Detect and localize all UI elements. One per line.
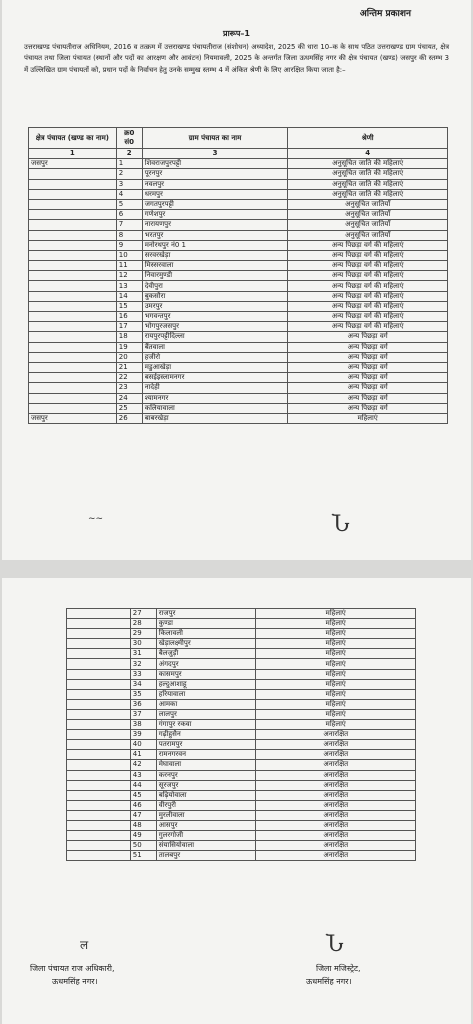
table-row xyxy=(67,679,416,689)
village-name-cell: बुकसौरा xyxy=(142,291,288,301)
table-row xyxy=(67,720,416,730)
table-row xyxy=(67,649,416,659)
block-cell xyxy=(29,220,117,230)
village-name-cell: निवारमुण्डी xyxy=(142,271,288,281)
village-name-cell: मेघावाला xyxy=(156,760,256,770)
village-name-cell: हरियावाला xyxy=(156,689,256,699)
table-row xyxy=(29,362,448,372)
category-cell: महिलाएं xyxy=(256,709,416,719)
reservation-table-part-1 xyxy=(28,127,448,424)
serial-cell: 31 xyxy=(130,649,156,659)
signature-mark-3: Ն xyxy=(326,932,344,957)
signatory-right xyxy=(306,962,361,988)
table-row xyxy=(67,669,416,679)
document-page-1 xyxy=(2,0,471,560)
signatory-right-place: ऊधमसिंह नगर। xyxy=(306,977,352,986)
category-cell: अन्य पिछड़ा वर्ग xyxy=(288,393,448,403)
category-cell: महिलाएं xyxy=(288,413,448,423)
block-cell: जसपुर xyxy=(29,413,117,423)
village-name-cell: लालपुर xyxy=(156,709,256,719)
category-cell: महिलाएं xyxy=(256,649,416,659)
table-row xyxy=(29,179,448,189)
block-cell xyxy=(29,210,117,220)
serial-cell: 51 xyxy=(130,851,156,861)
category-cell: अनारक्षित xyxy=(256,780,416,790)
serial-cell: 13 xyxy=(116,281,142,291)
village-name-cell: करनपुर xyxy=(156,770,256,780)
category-cell: अनारक्षित xyxy=(256,851,416,861)
block-cell xyxy=(29,230,117,240)
village-name-cell: देवीपुरा xyxy=(142,281,288,291)
category-cell: महिलाएं xyxy=(256,679,416,689)
category-cell: अनारक्षित xyxy=(256,831,416,841)
serial-cell: 35 xyxy=(130,689,156,699)
category-cell: अन्य पिछड़ा वर्ग xyxy=(288,342,448,352)
serial-cell: 41 xyxy=(130,750,156,760)
table-row xyxy=(67,699,416,709)
table-row xyxy=(29,393,448,403)
serial-cell: 15 xyxy=(116,301,142,311)
village-name-cell: खेड़ालक्ष्मीपुर xyxy=(156,639,256,649)
serial-cell: 37 xyxy=(130,709,156,719)
category-cell: अन्य पिछड़ा वर्ग की महिलाएं xyxy=(288,271,448,281)
category-cell: अनुसूचित जाति की महिलाएं xyxy=(288,159,448,169)
block-cell xyxy=(67,619,131,629)
block-cell xyxy=(29,189,117,199)
block-cell xyxy=(29,332,117,342)
column-header-serial: क्र0 सं0 xyxy=(116,128,142,149)
block-cell xyxy=(67,609,131,619)
table-row xyxy=(29,383,448,393)
block-cell xyxy=(67,750,131,760)
category-cell: अनुसूचित जाति की महिलाएं xyxy=(288,179,448,189)
serial-cell: 28 xyxy=(130,619,156,629)
category-cell: महिलाएं xyxy=(256,639,416,649)
serial-cell: 24 xyxy=(116,393,142,403)
category-cell: महिलाएं xyxy=(256,720,416,730)
signature-mark-2: ल xyxy=(80,938,89,952)
table-row xyxy=(67,619,416,629)
intro-paragraph: उत्तराखण्ड पंचायतीराज अधिनियम, 2016 व तत्क्रम में उत्तराखण्ड पंचायतीराज (संशोधन) अध्यादेश, 2025 की धारा 10–क के साथ पठित उत्तराखण्ड ग्राम पंचायत, क्षेत्र पंचायत तथा जिला पंचायत (स्थानों और पदों का आरक्षण और आवंटन) नियमावली, 2025 के अन्तर्गत जिला ऊधमसिंह नगर की क्षेत्र पंचायत (खण्ड) जसपुर की स्तम्भ 3 में उल्लिखित ग्राम पंचायतों को, प्रधान पदों के निर्वाचन हेतु उनके सम्मुख स्तम्भ 4 में अंकित श्रेणी के लिए आरक्षित किया जाता है:– xyxy=(24,43,450,74)
block-cell xyxy=(67,770,131,780)
village-name-cell: रामनगरवन xyxy=(156,750,256,760)
category-cell: अन्य पिछड़ा वर्ग की महिलाएं xyxy=(288,261,448,271)
village-name-cell: नादेही xyxy=(142,383,288,393)
serial-cell: 2 xyxy=(116,169,142,179)
category-cell: अनुसूचित जातियाँ xyxy=(288,220,448,230)
serial-cell: 3 xyxy=(116,179,142,189)
village-name-cell: बाबरखेड़ा xyxy=(142,413,288,423)
column-number-4: 4 xyxy=(288,149,448,159)
category-cell: महिलाएं xyxy=(256,699,416,709)
category-cell: महिलाएं xyxy=(256,689,416,699)
table-row xyxy=(29,301,448,311)
village-name-cell: जगतपुरपट्टी xyxy=(142,199,288,209)
serial-cell: 27 xyxy=(130,609,156,619)
village-name-cell: धरमपुर xyxy=(142,189,288,199)
table-row xyxy=(29,281,448,291)
table-row xyxy=(67,851,416,861)
column-header-block: क्षेत्र पंचायत (खण्ड का नाम) xyxy=(29,128,117,149)
category-cell: अन्य पिछड़ा वर्ग की महिलाएं xyxy=(288,301,448,311)
village-name-cell: गणेशपुर xyxy=(142,210,288,220)
category-cell: अनारक्षित xyxy=(256,750,416,760)
village-name-cell: बढ़ियोवाला xyxy=(156,790,256,800)
block-cell xyxy=(29,169,117,179)
table-row xyxy=(67,820,416,830)
category-cell: अनारक्षित xyxy=(256,841,416,851)
table-row xyxy=(29,403,448,413)
table-row xyxy=(67,629,416,639)
village-name-cell: बैलजुड़ी xyxy=(156,649,256,659)
block-cell xyxy=(29,373,117,383)
village-name-cell: कुण्डा xyxy=(156,619,256,629)
village-name-cell: कलियावाला xyxy=(142,403,288,413)
village-name-cell: रायपुरपट्टीदिल्ला xyxy=(142,332,288,342)
category-cell: अनारक्षित xyxy=(256,810,416,820)
block-cell xyxy=(67,689,131,699)
table-row xyxy=(29,352,448,362)
village-name-cell: किलावली xyxy=(156,629,256,639)
block-cell xyxy=(67,649,131,659)
block-cell xyxy=(67,780,131,790)
serial-cell: 43 xyxy=(130,770,156,780)
category-cell: अन्य पिछड़ा वर्ग xyxy=(288,383,448,393)
category-cell: अन्य पिछड़ा वर्ग की महिलाएं xyxy=(288,322,448,332)
table-row xyxy=(67,689,416,699)
serial-cell: 16 xyxy=(116,312,142,322)
table-row xyxy=(67,609,416,619)
village-name-cell: मडुआखेड़ा xyxy=(142,362,288,372)
village-name-cell: सरवरखेड़ा xyxy=(142,250,288,260)
table-row xyxy=(29,199,448,209)
category-cell: अनारक्षित xyxy=(256,760,416,770)
table-header-row xyxy=(29,128,448,149)
column-number-1: 1 xyxy=(29,149,117,159)
category-cell: अनारक्षित xyxy=(256,770,416,780)
table-row xyxy=(67,659,416,669)
serial-cell: 48 xyxy=(130,820,156,830)
category-cell: अनारक्षित xyxy=(256,800,416,810)
serial-cell: 23 xyxy=(116,383,142,393)
block-cell xyxy=(67,709,131,719)
category-cell: अनुसूचित जातियाँ xyxy=(288,199,448,209)
final-publication-stamp: अन्तिम प्रकाशन xyxy=(359,9,411,19)
category-cell: अन्य पिछड़ा वर्ग xyxy=(288,403,448,413)
village-name-cell: सूरजपुर xyxy=(156,780,256,790)
block-cell xyxy=(29,393,117,403)
table-row xyxy=(67,760,416,770)
category-cell: अनुसूचित जातियाँ xyxy=(288,230,448,240)
village-name-cell: उमरपुर xyxy=(142,301,288,311)
category-cell: अनुसूचित जाति की महिलाएं xyxy=(288,189,448,199)
village-name-cell: नवलपुर xyxy=(142,179,288,189)
serial-cell: 10 xyxy=(116,250,142,260)
block-cell xyxy=(67,740,131,750)
table-row xyxy=(67,780,416,790)
block-cell xyxy=(67,629,131,639)
block-cell xyxy=(67,800,131,810)
category-cell: अन्य पिछड़ा वर्ग xyxy=(288,352,448,362)
serial-cell: 9 xyxy=(116,240,142,250)
serial-cell: 22 xyxy=(116,373,142,383)
serial-cell: 50 xyxy=(130,841,156,851)
category-cell: महिलाएं xyxy=(256,659,416,669)
serial-cell: 21 xyxy=(116,362,142,372)
village-name-cell: मिस्सरवाला xyxy=(142,261,288,271)
category-cell: महिलाएं xyxy=(256,609,416,619)
category-cell: अनारक्षित xyxy=(256,820,416,830)
serial-cell: 36 xyxy=(130,699,156,709)
village-name-cell: वीरपुरी xyxy=(156,800,256,810)
serial-cell: 32 xyxy=(130,659,156,669)
serial-cell: 14 xyxy=(116,291,142,301)
category-cell: अन्य पिछड़ा वर्ग की महिलाएं xyxy=(288,312,448,322)
block-cell xyxy=(29,240,117,250)
block-cell xyxy=(67,820,131,830)
serial-cell: 44 xyxy=(130,780,156,790)
serial-cell: 29 xyxy=(130,629,156,639)
block-cell xyxy=(67,841,131,851)
block-cell xyxy=(67,790,131,800)
form-title: प्रारूप–1 xyxy=(223,29,250,38)
village-name-cell: शिवराजपुरपट्टी xyxy=(142,159,288,169)
block-cell xyxy=(67,720,131,730)
signatory-left xyxy=(30,962,115,988)
column-number-2: 2 xyxy=(116,149,142,159)
block-cell xyxy=(67,669,131,679)
serial-cell: 47 xyxy=(130,810,156,820)
category-cell: अनारक्षित xyxy=(256,790,416,800)
serial-cell: 4 xyxy=(116,189,142,199)
column-number-3: 3 xyxy=(142,149,288,159)
serial-cell: 39 xyxy=(130,730,156,740)
category-cell: अन्य पिछड़ा वर्ग xyxy=(288,362,448,372)
village-name-cell: आमका xyxy=(156,699,256,709)
table-row xyxy=(67,639,416,649)
block-cell xyxy=(67,699,131,709)
serial-cell: 33 xyxy=(130,669,156,679)
village-name-cell: संयासियोवाला xyxy=(156,841,256,851)
block-cell xyxy=(29,301,117,311)
column-header-village: ग्राम पंचायत का नाम xyxy=(142,128,288,149)
table-row xyxy=(67,740,416,750)
table-row xyxy=(67,770,416,780)
block-cell: जसपुर xyxy=(29,159,117,169)
block-cell xyxy=(29,281,117,291)
block-cell xyxy=(29,312,117,322)
village-name-cell: पूरनपुर xyxy=(142,169,288,179)
block-cell xyxy=(29,352,117,362)
block-cell xyxy=(29,362,117,372)
initials-mark: ~~ xyxy=(88,514,104,524)
category-cell: अनारक्षित xyxy=(256,740,416,750)
serial-cell: 11 xyxy=(116,261,142,271)
table-row xyxy=(29,230,448,240)
village-name-cell: भरतपुर xyxy=(142,230,288,240)
village-name-cell: पतरामपुर xyxy=(156,740,256,750)
table-row xyxy=(67,841,416,851)
category-cell: अनुसूचित जातियाँ xyxy=(288,210,448,220)
table-row xyxy=(29,220,448,230)
serial-cell: 20 xyxy=(116,352,142,362)
table-row xyxy=(29,271,448,281)
village-name-cell: आसपुर xyxy=(156,820,256,830)
block-cell xyxy=(67,810,131,820)
table-row xyxy=(29,312,448,322)
table-row xyxy=(29,291,448,301)
block-cell xyxy=(67,639,131,649)
village-name-cell: कासमपुर xyxy=(156,669,256,679)
block-cell xyxy=(29,291,117,301)
block-cell xyxy=(29,179,117,189)
table-row xyxy=(29,210,448,220)
serial-cell: 34 xyxy=(130,679,156,689)
category-cell: अनुसूचित जाति की महिलाएं xyxy=(288,169,448,179)
serial-cell: 1 xyxy=(116,159,142,169)
block-cell xyxy=(29,403,117,413)
block-cell xyxy=(67,730,131,740)
block-cell xyxy=(67,851,131,861)
village-name-cell: हल्दुआशाहू xyxy=(156,679,256,689)
village-name-cell: तालबपुर xyxy=(156,851,256,861)
table-row xyxy=(67,750,416,760)
signature-mark-1: Ն xyxy=(332,512,350,537)
table-row xyxy=(67,810,416,820)
category-cell: अन्य पिछड़ा वर्ग की महिलाएं xyxy=(288,250,448,260)
category-cell: अनारक्षित xyxy=(256,730,416,740)
reservation-table-part-2 xyxy=(66,608,416,861)
block-cell xyxy=(67,659,131,669)
village-name-cell: राजपुर xyxy=(156,609,256,619)
category-cell: अन्य पिछड़ा वर्ग की महिलाएं xyxy=(288,281,448,291)
village-name-cell: गुलरगोजी xyxy=(156,831,256,841)
block-cell xyxy=(67,831,131,841)
serial-cell: 12 xyxy=(116,271,142,281)
serial-cell: 7 xyxy=(116,220,142,230)
column-header-category: श्रेणी xyxy=(288,128,448,149)
table-row xyxy=(29,261,448,271)
village-name-cell: मनोरथपुर नं0 1 xyxy=(142,240,288,250)
table-row xyxy=(29,240,448,250)
serial-cell: 26 xyxy=(116,413,142,423)
village-name-cell: अंगदपुर xyxy=(156,659,256,669)
category-cell: अन्य पिछड़ा वर्ग xyxy=(288,373,448,383)
serial-cell: 8 xyxy=(116,230,142,240)
table-row xyxy=(29,413,448,423)
serial-cell: 30 xyxy=(130,639,156,649)
village-name-cell: श्यामनगर xyxy=(142,393,288,403)
village-name-cell: गढ़ीहुसैन xyxy=(156,730,256,740)
category-cell: महिलाएं xyxy=(256,669,416,679)
serial-cell: 18 xyxy=(116,332,142,342)
serial-cell: 42 xyxy=(130,760,156,770)
category-cell: महिलाएं xyxy=(256,629,416,639)
block-cell xyxy=(29,199,117,209)
table-row xyxy=(67,730,416,740)
signatory-left-place: ऊधमसिंह नगर। xyxy=(52,977,98,986)
serial-cell: 45 xyxy=(130,790,156,800)
village-name-cell: बैंतवाला xyxy=(142,342,288,352)
village-name-cell: हजीरो xyxy=(142,352,288,362)
serial-cell: 6 xyxy=(116,210,142,220)
block-cell xyxy=(29,261,117,271)
category-cell: अन्य पिछड़ा वर्ग की महिलाएं xyxy=(288,240,448,250)
table-row xyxy=(29,159,448,169)
table-row xyxy=(29,342,448,352)
village-name-cell: बसईइस्लामनगर xyxy=(142,373,288,383)
column-number-row xyxy=(29,149,448,159)
table-row xyxy=(67,790,416,800)
block-cell xyxy=(29,383,117,393)
table-row xyxy=(29,169,448,179)
village-name-cell: नारायणपुर xyxy=(142,220,288,230)
serial-cell: 46 xyxy=(130,800,156,810)
serial-cell: 40 xyxy=(130,740,156,750)
category-cell: अन्य पिछड़ा वर्ग की महिलाएं xyxy=(288,291,448,301)
block-cell xyxy=(29,322,117,332)
signatory-left-title: जिला पंचायत राज अधिकारी, xyxy=(30,964,115,973)
block-cell xyxy=(67,760,131,770)
serial-cell: 5 xyxy=(116,199,142,209)
signatory-right-title: जिला मजिस्ट्रेट, xyxy=(316,964,361,973)
table-row xyxy=(29,250,448,260)
category-cell: अन्य पिछड़ा वर्ग xyxy=(288,332,448,342)
village-name-cell: भगवन्तपुर xyxy=(142,312,288,322)
village-name-cell: मुरलीवाला xyxy=(156,810,256,820)
category-cell: महिलाएं xyxy=(256,619,416,629)
table-row xyxy=(29,373,448,383)
village-name-cell: गंगापुर रकवा xyxy=(156,720,256,730)
serial-cell: 25 xyxy=(116,403,142,413)
block-cell xyxy=(29,250,117,260)
table-row xyxy=(67,800,416,810)
block-cell xyxy=(29,271,117,281)
serial-cell: 17 xyxy=(116,322,142,332)
table-row xyxy=(29,332,448,342)
table-row xyxy=(67,831,416,841)
serial-cell: 19 xyxy=(116,342,142,352)
table-row xyxy=(29,189,448,199)
serial-cell: 38 xyxy=(130,720,156,730)
village-name-cell: भोगपुरजसपुर xyxy=(142,322,288,332)
block-cell xyxy=(67,679,131,689)
table-row xyxy=(67,709,416,719)
serial-cell: 49 xyxy=(130,831,156,841)
block-cell xyxy=(29,342,117,352)
table-row xyxy=(29,322,448,332)
